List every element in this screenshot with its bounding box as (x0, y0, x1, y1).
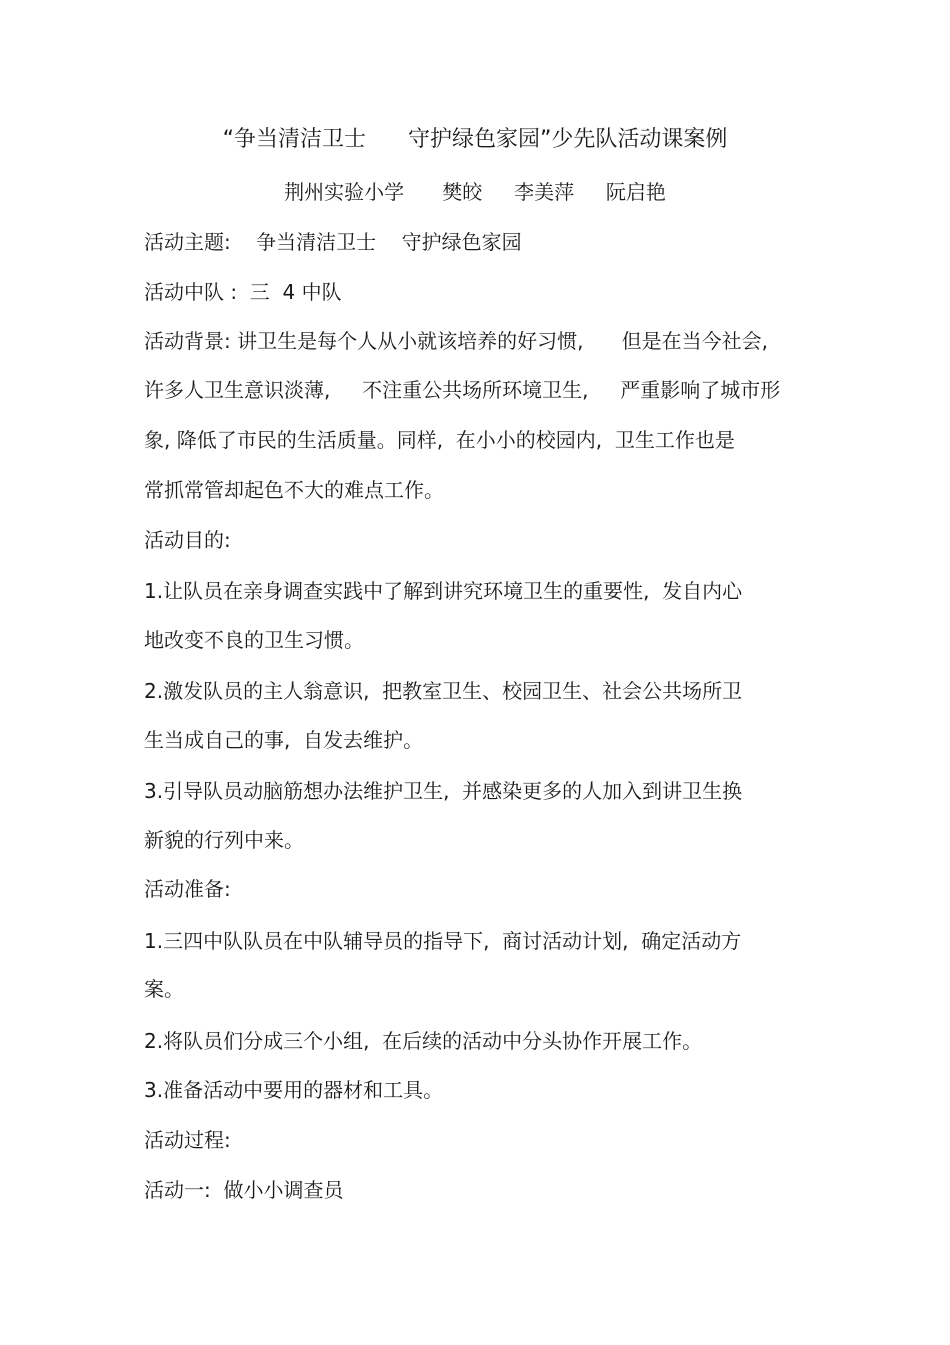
text-line: 生当成自己的事, 自发去维护。 (144, 728, 424, 752)
text-line: 活动中队 : 三 4 中队 (144, 280, 342, 304)
text-line: 案。 (144, 977, 184, 1001)
text-line: 3.引导队员动脑筋想办法维护卫生, 并感染更多的人加入到讲卫生换 (144, 779, 743, 803)
text-line: 活动主题: 争当清洁卫士 守护绿色家园 (144, 230, 522, 254)
document-title: “争当清洁卫士 守护绿色家园”少先队活动课案例 (222, 127, 728, 152)
text-line: 许多人卫生意识淡薄, 不注重公共场所环境卫生, 严重影响了城市形 (144, 378, 781, 402)
text-line: 活动准备: (144, 877, 231, 901)
document-authors: 荆州实验小学 樊皎 李美萍 阮启艳 (284, 180, 666, 204)
text-line: 新貌的行列中来。 (144, 828, 304, 852)
text-line: 1.让队员在亲身调查实践中了解到讲究环境卫生的重要性, 发自内心 (144, 579, 743, 603)
text-line: 活动背景: 讲卫生是每个人从小就该培养的好习惯, 但是在当今社会, (144, 329, 768, 353)
text-line: 常抓常管却起色不大的难点工作。 (144, 478, 444, 502)
text-line: 3.准备活动中要用的器材和工具。 (144, 1078, 444, 1102)
text-line: 活动目的: (144, 528, 231, 552)
text-line: 地改变不良的卫生习惯。 (144, 628, 364, 652)
text-line: 2.将队员们分成三个小组, 在后续的活动中分头协作开展工作。 (144, 1029, 703, 1053)
text-line: 2.激发队员的主人翁意识, 把教室卫生、校园卫生、社会公共场所卫 (144, 679, 743, 703)
text-line: 活动一: 做小小调查员 (144, 1178, 344, 1202)
text-line: 1.三四中队队员在中队辅导员的指导下, 商讨活动计划, 确定活动方 (144, 929, 742, 953)
text-line: 象, 降低了市民的生活质量。同样, 在小小的校园内, 卫生工作也是 (144, 428, 735, 452)
text-line: 活动过程: (144, 1128, 231, 1152)
